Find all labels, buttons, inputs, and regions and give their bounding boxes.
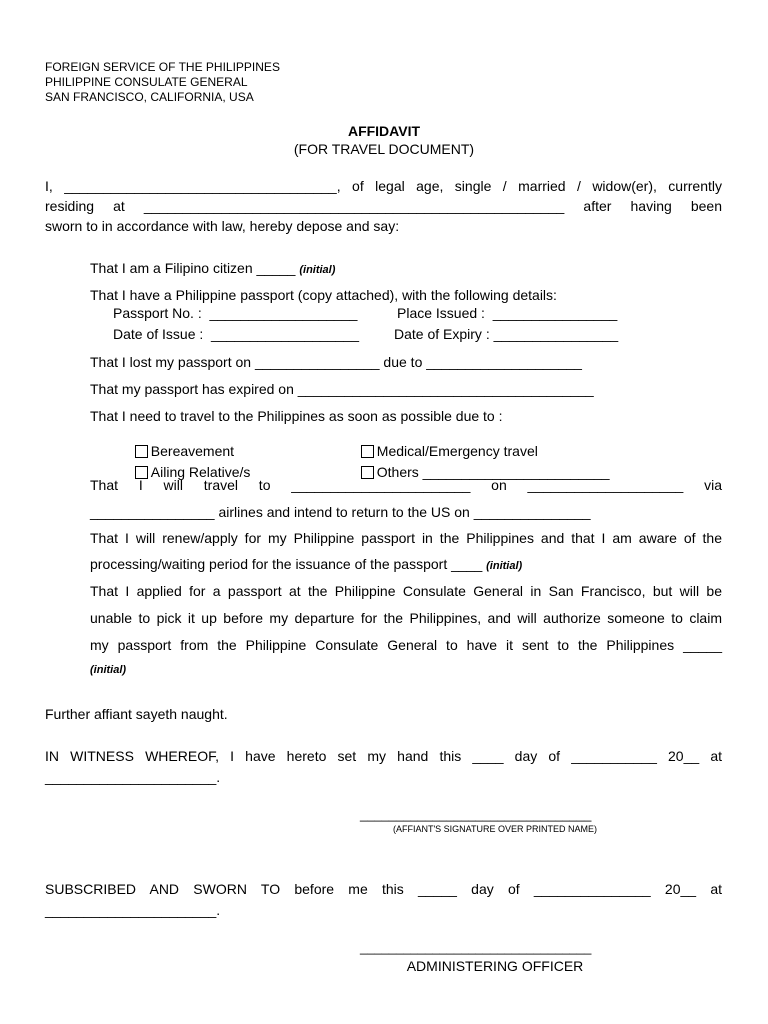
applied-line-3: my passport from the Philippine Consulate General to have it sent to the Philippines _____ xyxy=(90,637,722,653)
sworn-line-1: SUBSCRIBED AND SWORN TO before me this _____ day of _______________ 20__ at xyxy=(45,881,722,897)
need-travel-statement: That I need to travel to the Philippines as soon as possible due to : xyxy=(90,408,503,424)
intro-line-2: residing at ______________________________________________________ after having been xyxy=(45,198,722,214)
renew-line-1: That I will renew/apply for my Philippine passport in the Philippines and that I am aware of the xyxy=(90,530,722,546)
intro-line-3: sworn to in accordance with law, hereby depose and say: xyxy=(45,218,400,234)
date-of-expiry-field[interactable]: Date of Expiry : ________________ xyxy=(394,326,619,342)
expired-passport-statement: That my passport has expired on ______________________________________ xyxy=(90,381,594,397)
document-subtitle: (FOR TRAVEL DOCUMENT) xyxy=(293,141,475,157)
header-line-2: PHILIPPINE CONSULATE GENERAL xyxy=(45,75,248,89)
date-of-issue-field[interactable]: Date of Issue : ___________________ xyxy=(113,326,359,342)
citizen-statement xyxy=(90,258,722,280)
renew-text: processing/waiting period for the issuance of the passport ____ xyxy=(90,556,487,572)
applied-initial xyxy=(90,658,722,680)
intro-line-1: I, ___________________________________, of legal age, single / married / widow(er), currently xyxy=(45,178,722,194)
officer-signature-line[interactable]: ________________________________ xyxy=(360,940,592,955)
lost-passport-statement: That I lost my passport on ________________ due to ____________________ xyxy=(90,354,582,370)
travel-line-2: ________________ airlines and intend to return to the US on _______________ xyxy=(90,504,591,520)
sworn-line-2: ______________________. xyxy=(45,902,221,918)
witness-line-1: IN WITNESS WHEREOF, I have hereto set my hand this ____ day of ___________ 20__ at xyxy=(45,748,722,764)
bereavement-label: Bereavement xyxy=(150,443,235,459)
applied-line-1: That I applied for a passport at the Philippine Consulate General in San Francisco, but will be xyxy=(90,583,722,599)
applied-line-2: unable to pick it up before my departure for the Philippines, and will authorize someone to claim xyxy=(90,610,722,626)
place-issued-field[interactable]: Place Issued : ________________ xyxy=(397,305,618,321)
affiant-signature-label: (AFFIANT'S SIGNATURE OVER PRINTED NAME) xyxy=(392,824,598,834)
applied-initial-label: (initial) xyxy=(90,664,127,676)
renew-initial-label: (initial) xyxy=(486,560,523,572)
citizen-text: That I am a Filipino citizen _____ xyxy=(90,260,300,276)
consulate-header xyxy=(45,60,280,105)
header-line-3: SAN FRANCISCO, CALIFORNIA, USA xyxy=(45,90,254,104)
ailing-label: Ailing Relative/s xyxy=(150,464,251,480)
passport-number-field[interactable]: Passport No. : ___________________ xyxy=(113,305,358,321)
witness-line-2: ______________________. xyxy=(45,769,221,785)
travel-line-1: That I will travel to _______________________ on ____________________ via xyxy=(90,477,722,493)
renew-line-2 xyxy=(90,554,722,576)
others-label: Others ________________________ xyxy=(376,464,610,480)
initial-label: (initial) xyxy=(299,264,336,276)
affiant-signature-line[interactable]: ________________________________ xyxy=(360,807,592,822)
passport-intro: That I have a Philippine passport (copy attached), with the following details: xyxy=(90,287,557,303)
document-title: AFFIDAVIT xyxy=(347,123,421,139)
header-line-1: FOREIGN SERVICE OF THE PHILIPPINES xyxy=(45,60,280,74)
further-statement: Further affiant sayeth naught. xyxy=(45,706,228,722)
medical-label: Medical/Emergency travel xyxy=(376,443,538,459)
administering-officer-label: ADMINISTERING OFFICER xyxy=(406,958,584,974)
